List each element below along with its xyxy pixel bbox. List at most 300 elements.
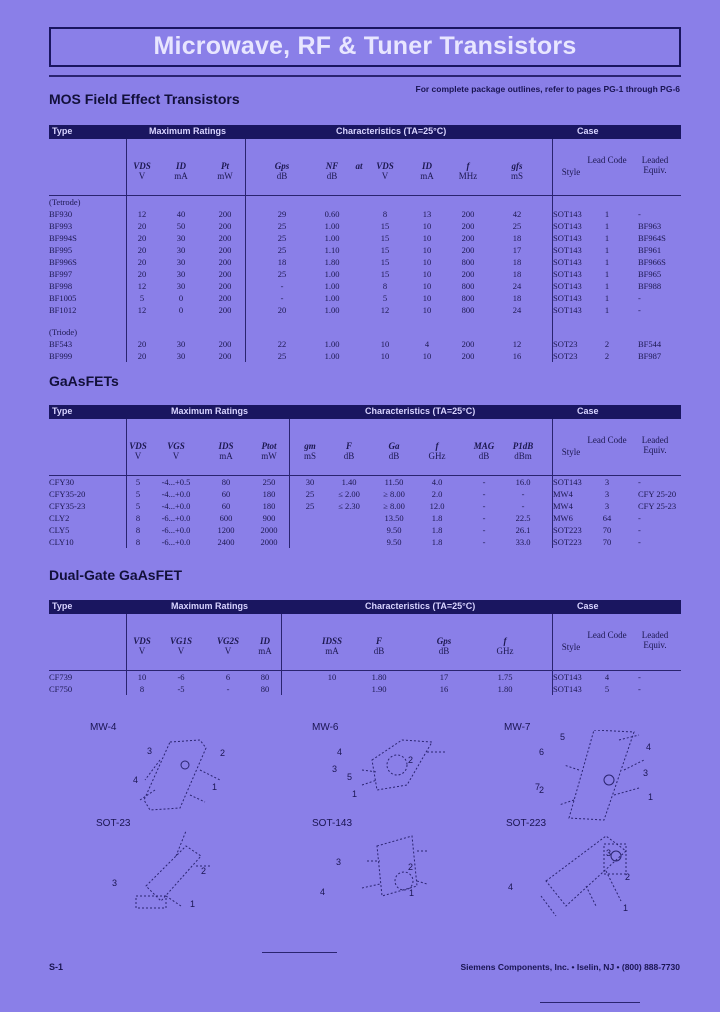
- table-row: [49, 268, 681, 280]
- value-cell: 26.1: [515, 525, 531, 535]
- gaasfet-col-symbol: Ptot: [261, 441, 277, 451]
- value-cell: 8: [135, 537, 141, 547]
- dualgate-rows: [49, 671, 681, 695]
- dualgate-header-char: Characteristics (TA=25°C): [365, 601, 476, 611]
- value-cell: -4...+0.5: [161, 477, 191, 487]
- table-row: [49, 208, 681, 220]
- value-cell: 17: [439, 672, 449, 682]
- value-cell: BF544: [638, 339, 662, 349]
- value-cell: 10: [422, 269, 432, 279]
- package-label: MW-6: [312, 722, 339, 733]
- value-cell: 8: [139, 684, 145, 694]
- value-cell: 200: [461, 233, 475, 243]
- value-cell: 42: [512, 209, 522, 219]
- value-cell: 200: [218, 209, 232, 219]
- value-cell: 9.50: [386, 537, 402, 547]
- table-row: [49, 488, 681, 500]
- value-cell: 1: [604, 209, 610, 219]
- value-cell: -5: [177, 684, 185, 694]
- pin-number: 3: [112, 878, 118, 888]
- value-cell: 200: [218, 269, 232, 279]
- pin-number: 1: [352, 789, 358, 799]
- value-cell: -: [482, 513, 486, 523]
- table-row: [49, 304, 681, 316]
- value-cell: 15: [380, 221, 390, 231]
- gaasfet-rows: [49, 476, 681, 548]
- value-cell: SOT223: [553, 525, 582, 535]
- mosfet-col-unit: MHz: [458, 171, 478, 181]
- mosfet-group-row: [49, 196, 681, 208]
- value-cell: ≤ 2.30: [338, 501, 360, 511]
- value-cell: -: [638, 305, 641, 315]
- table-row: [49, 500, 681, 512]
- dualgate-col-leaded-equiv: Leaded Equiv.: [641, 630, 669, 650]
- pin-number: 1: [623, 903, 629, 913]
- value-cell: 1: [604, 281, 610, 291]
- value-cell: 2000: [260, 537, 278, 547]
- value-cell: 15: [380, 233, 390, 243]
- mosfet-col-3: [260, 161, 304, 181]
- value-cell: 5: [135, 501, 141, 511]
- value-cell: 8: [135, 513, 141, 523]
- dualgate-col-4: [307, 636, 357, 656]
- dualgate-column-rule: [281, 614, 282, 695]
- table-row: [49, 476, 681, 488]
- dualgate-col-unit: GHz: [496, 646, 514, 656]
- gaasfet-col-symbol: VDS: [129, 441, 147, 451]
- value-cell: -4...+0.0: [161, 501, 191, 511]
- package-label: SOT-23: [96, 818, 131, 829]
- value-cell: 20: [137, 257, 147, 267]
- value-cell: 1: [604, 269, 610, 279]
- mosfet-col-unit: V: [381, 171, 389, 181]
- value-cell: -: [638, 672, 641, 682]
- value-cell: CFY 25-23: [638, 501, 677, 511]
- gaasfet-col-unit: GHz: [428, 451, 446, 461]
- table-row: [49, 683, 681, 695]
- value-cell: 1: [604, 293, 610, 303]
- package-label: MW-4: [90, 722, 117, 733]
- value-cell: 1.40: [341, 477, 357, 487]
- table-row: [49, 350, 681, 362]
- pin-number: 3: [606, 848, 612, 858]
- type-cell: BF930: [49, 209, 73, 219]
- mosfet-header-case: Case: [577, 126, 599, 136]
- value-cell: 8: [382, 281, 388, 291]
- value-cell: 20: [137, 233, 147, 243]
- mosfet-col-symbol: Pt: [221, 161, 229, 171]
- gaasfet-header-type: Type: [52, 406, 73, 416]
- value-cell: 25: [277, 221, 287, 231]
- value-cell: 17: [512, 245, 522, 255]
- package-label: SOT-223: [506, 818, 547, 829]
- dualgate-col-unit: mA: [258, 646, 272, 656]
- value-cell: 2400: [217, 537, 235, 547]
- value-cell: 900: [262, 513, 276, 523]
- value-cell: 4.0: [431, 477, 443, 487]
- gaasfet-col-symbol: Ga: [388, 441, 400, 451]
- mosfet-col-unit: mS: [510, 171, 523, 181]
- value-cell: 20: [137, 269, 147, 279]
- value-cell: 10: [422, 257, 432, 267]
- value-cell: 25: [277, 351, 287, 361]
- value-cell: 18: [512, 233, 522, 243]
- gaasfet-col-unit: mW: [261, 451, 277, 461]
- value-cell: 1.10: [324, 245, 340, 255]
- value-cell: MW4: [553, 501, 573, 511]
- value-cell: 30: [176, 269, 186, 279]
- gaasfet-col-symbol: f: [435, 441, 439, 451]
- value-cell: 22: [277, 339, 287, 349]
- value-cell: -: [521, 501, 525, 511]
- value-cell: SOT143: [553, 269, 582, 279]
- value-cell: MW6: [553, 513, 573, 523]
- type-cell: CFY35-20: [49, 489, 86, 499]
- value-cell: 25: [305, 501, 315, 511]
- value-cell: 60: [221, 489, 231, 499]
- value-cell: 15: [380, 245, 390, 255]
- value-cell: 0: [178, 305, 184, 315]
- value-cell: 30: [176, 257, 186, 267]
- value-cell: 10: [422, 351, 432, 361]
- dualgate-section-title: Dual-Gate GaAsFET: [49, 567, 183, 583]
- value-cell: 25: [277, 245, 287, 255]
- value-cell: 12: [137, 281, 147, 291]
- value-cell: SOT143: [553, 245, 582, 255]
- gaasfet-col-unit: V: [172, 451, 180, 461]
- dualgate-col-6: [419, 636, 469, 656]
- value-cell: 4: [604, 672, 610, 682]
- value-cell: 200: [218, 339, 232, 349]
- gaasfet-col-symbol: VGS: [167, 441, 185, 451]
- value-cell: 10: [380, 339, 390, 349]
- value-cell: BF963: [638, 221, 662, 231]
- mosfet-col-style: Style: [561, 167, 581, 177]
- mosfet-col-lead-code: Lead Code: [587, 155, 627, 165]
- mosfet-col-symbol: f: [466, 161, 470, 171]
- value-cell: -: [638, 209, 641, 219]
- table-row: [49, 338, 681, 350]
- value-cell: 2000: [260, 525, 278, 535]
- value-cell: 1.00: [324, 269, 340, 279]
- value-cell: 10: [422, 233, 432, 243]
- value-cell: 18: [512, 269, 522, 279]
- value-cell: 200: [218, 305, 232, 315]
- mosfet-col-7: [405, 161, 449, 181]
- value-cell: 13: [422, 209, 432, 219]
- value-cell: 9.50: [386, 525, 402, 535]
- pin-number: 3: [332, 764, 338, 774]
- dualgate-header-case: Case: [577, 601, 599, 611]
- value-cell: 800: [461, 305, 475, 315]
- gaasfet-col-unit: dB: [343, 451, 355, 461]
- gaasfet-col-unit: mA: [219, 451, 233, 461]
- value-cell: 13.50: [384, 513, 404, 523]
- pin-number: 1: [648, 792, 654, 802]
- value-cell: 29: [277, 209, 287, 219]
- gaasfet-col-7: [412, 441, 462, 461]
- value-cell: 3: [604, 501, 610, 511]
- gaasfet-column-rule: [289, 419, 290, 548]
- value-cell: 12.0: [429, 501, 445, 511]
- value-cell: -: [226, 684, 230, 694]
- value-cell: 1.00: [324, 281, 340, 291]
- mosfet-section-title: MOS Field Effect Transistors: [49, 91, 240, 107]
- gaasfet-header-char: Characteristics (TA=25°C): [365, 406, 476, 416]
- value-cell: 200: [218, 293, 232, 303]
- gaasfet-table: [49, 405, 681, 548]
- value-cell: 250: [262, 477, 276, 487]
- pin-number: 3: [336, 857, 342, 867]
- pin-number: 4: [133, 775, 139, 785]
- value-cell: SOT143: [553, 221, 582, 231]
- mosfet-header-type: Type: [52, 126, 73, 136]
- value-cell: 24: [512, 281, 522, 291]
- value-cell: 10: [137, 672, 147, 682]
- value-cell: 1.90: [371, 684, 387, 694]
- pin-number: 4: [320, 887, 326, 897]
- gaasfet-col-unit: mS: [303, 451, 316, 461]
- value-cell: -: [638, 477, 641, 487]
- value-cell: 200: [461, 339, 475, 349]
- dualgate-col-symbol: ID: [259, 636, 270, 646]
- value-cell: 1: [604, 233, 610, 243]
- value-cell: 200: [461, 351, 475, 361]
- mosfet-col-unit: mW: [217, 171, 233, 181]
- value-cell: 11.50: [384, 477, 404, 487]
- value-cell: 10: [380, 351, 390, 361]
- value-cell: 3: [604, 477, 610, 487]
- value-cell: 1: [604, 257, 610, 267]
- dualgate-col-5: [354, 636, 404, 656]
- mosfet-group-label: (Triode): [49, 327, 78, 337]
- dualgate-col-unit: V: [138, 646, 146, 656]
- value-cell: 20: [137, 351, 147, 361]
- value-cell: 25: [305, 489, 315, 499]
- pin-number: 3: [147, 746, 153, 756]
- value-cell: 18: [277, 257, 287, 267]
- value-cell: 20: [137, 221, 147, 231]
- dualgate-col-symbol: VG2S: [216, 636, 239, 646]
- type-cell: BF543: [49, 339, 73, 349]
- value-cell: 18: [512, 257, 522, 267]
- gaasfet-col-symbol: P1dB: [512, 441, 534, 451]
- type-cell: CFY30: [49, 477, 75, 487]
- mosfet-spacer: [49, 316, 681, 326]
- package-label: MW-7: [504, 722, 531, 733]
- pin-number: 2: [539, 785, 545, 795]
- value-cell: SOT143: [553, 672, 582, 682]
- value-cell: 4: [424, 339, 430, 349]
- table-row: [49, 256, 681, 268]
- value-cell: 8: [382, 209, 388, 219]
- value-cell: 1.00: [324, 305, 340, 315]
- value-cell: SOT143: [553, 257, 582, 267]
- mosfet-column-headers: [49, 139, 681, 195]
- value-cell: 70: [602, 525, 612, 535]
- value-cell: 10: [422, 281, 432, 291]
- value-cell: ≥ 8.00: [383, 501, 405, 511]
- value-cell: BF965: [638, 269, 662, 279]
- pin-number: 3: [643, 768, 649, 778]
- value-cell: 60: [221, 501, 231, 511]
- type-cell: BF993: [49, 221, 73, 231]
- dualgate-col-7: [480, 636, 530, 656]
- value-cell: SOT143: [553, 684, 582, 694]
- package-outline-drawing: [116, 826, 246, 921]
- value-cell: 200: [218, 233, 232, 243]
- mosfet-table: [49, 125, 681, 362]
- table-row: [49, 512, 681, 524]
- page-number: S-1: [49, 962, 64, 972]
- value-cell: 2: [604, 339, 610, 349]
- value-cell: 18: [512, 293, 522, 303]
- value-cell: 1.00: [324, 339, 340, 349]
- type-cell: BF999: [49, 351, 73, 361]
- mosfet-col-unit: mA: [174, 171, 188, 181]
- mosfet-col-9: [495, 161, 539, 181]
- gaasfet-col-lead-code: Lead Code: [587, 435, 627, 445]
- mosfet-col-symbol: at: [355, 161, 363, 171]
- type-cell: CLY2: [49, 513, 70, 523]
- mosfet-col-symbol: gfs: [511, 161, 523, 171]
- value-cell: 12: [137, 209, 147, 219]
- value-cell: 200: [218, 281, 232, 291]
- pin-number: 1: [212, 782, 218, 792]
- mosfet-group-label: (Tetrode): [49, 197, 81, 207]
- mosfet-col-leaded-equiv: Leaded Equiv.: [641, 155, 669, 175]
- value-cell: BF961: [638, 245, 662, 255]
- value-cell: 200: [218, 245, 232, 255]
- value-cell: -: [482, 477, 486, 487]
- value-cell: 5: [382, 293, 388, 303]
- divider: [49, 75, 681, 77]
- gaasfet-header-max: Maximum Ratings: [171, 406, 249, 416]
- dualgate-col-unit: V: [224, 646, 232, 656]
- value-cell: BF988: [638, 281, 662, 291]
- gaasfet-col-symbol: IDS: [218, 441, 234, 451]
- pin-number: 6: [539, 747, 545, 757]
- dualgate-col-symbol: f: [503, 636, 507, 646]
- gaasfet-column-rule: [126, 419, 127, 548]
- mosfet-col-symbol: VDS: [376, 161, 394, 171]
- type-cell: BF1005: [49, 293, 77, 303]
- value-cell: 1.00: [324, 233, 340, 243]
- gaasfet-col-5: [324, 441, 374, 461]
- dualgate-column-headers: [49, 614, 681, 670]
- value-cell: ≤ 2.00: [338, 489, 360, 499]
- value-cell: BF966S: [638, 257, 666, 267]
- type-cell: CLY5: [49, 525, 70, 535]
- value-cell: 20: [137, 339, 147, 349]
- value-cell: SOT143: [553, 477, 582, 487]
- mosfet-header-max: Maximum Ratings: [149, 126, 227, 136]
- value-cell: 15: [380, 257, 390, 267]
- value-cell: 30: [176, 233, 186, 243]
- value-cell: 1.00: [324, 293, 340, 303]
- dualgate-col-symbol: F: [375, 636, 382, 646]
- value-cell: -: [482, 501, 486, 511]
- value-cell: -: [521, 489, 525, 499]
- value-cell: 1.8: [431, 525, 443, 535]
- dualgate-col-1: [156, 636, 206, 656]
- mosfet-col-symbol: ID: [421, 161, 432, 171]
- dualgate-col-lead-code: Lead Code: [587, 630, 627, 640]
- value-cell: SOT223: [553, 537, 582, 547]
- value-cell: 50: [176, 221, 186, 231]
- value-cell: 30: [176, 245, 186, 255]
- value-cell: 180: [262, 501, 276, 511]
- mosfet-rows: [49, 196, 681, 362]
- value-cell: 1: [604, 305, 610, 315]
- mosfet-col-unit: V: [138, 171, 146, 181]
- value-cell: 200: [218, 351, 232, 361]
- value-cell: 16.0: [515, 477, 531, 487]
- mosfet-col-6: [363, 161, 407, 181]
- value-cell: 15: [380, 269, 390, 279]
- value-cell: 10: [327, 672, 337, 682]
- table-row: [49, 292, 681, 304]
- table-row: [49, 220, 681, 232]
- value-cell: 200: [218, 257, 232, 267]
- mosfet-column-rule: [126, 139, 127, 362]
- gaasfet-column-rule: [552, 419, 553, 548]
- type-cell: BF994S: [49, 233, 77, 243]
- value-cell: 1.80: [324, 257, 340, 267]
- mosfet-col-8: [446, 161, 490, 181]
- value-cell: 10: [422, 305, 432, 315]
- publisher-contact: Siemens Components, Inc. • Iselin, NJ • (800) 888-7730: [460, 962, 680, 972]
- value-cell: SOT143: [553, 305, 582, 315]
- value-cell: -4...+0.0: [161, 489, 191, 499]
- dualgate-col-unit: dB: [373, 646, 385, 656]
- value-cell: -: [638, 684, 641, 694]
- mosfet-col-1: [159, 161, 203, 181]
- divider: [262, 952, 337, 953]
- pin-number: 5: [347, 772, 353, 782]
- value-cell: 200: [461, 221, 475, 231]
- gaasfet-header-case: Case: [577, 406, 599, 416]
- gaasfet-col-unit: dB: [478, 451, 490, 461]
- value-cell: BF964S: [638, 233, 666, 243]
- mosfet-col-symbol: NF: [325, 161, 339, 171]
- value-cell: BF987: [638, 351, 662, 361]
- value-cell: -6: [177, 672, 185, 682]
- type-cell: BF998: [49, 281, 73, 291]
- package-outline-drawing: [526, 826, 656, 921]
- dualgate-col-style: Style: [561, 642, 581, 652]
- value-cell: 40: [176, 209, 186, 219]
- gaasfet-col-1: [151, 441, 201, 461]
- value-cell: 20: [277, 305, 287, 315]
- value-cell: 2: [604, 351, 610, 361]
- dualgate-col-unit: V: [177, 646, 185, 656]
- dualgate-header-type: Type: [52, 601, 73, 611]
- value-cell: ≥ 8.00: [383, 489, 405, 499]
- mosfet-header-bar: [49, 125, 681, 139]
- type-cell: BF996S: [49, 257, 77, 267]
- dualgate-table: [49, 600, 681, 695]
- value-cell: 10: [422, 293, 432, 303]
- mosfet-col-symbol: VDS: [133, 161, 151, 171]
- type-cell: CLY10: [49, 537, 74, 547]
- gaasfet-col-symbol: gm: [304, 441, 316, 451]
- value-cell: 25: [277, 269, 287, 279]
- dualgate-col-symbol: VG1S: [169, 636, 192, 646]
- value-cell: 2.0: [431, 489, 443, 499]
- table-row: [49, 232, 681, 244]
- value-cell: SOT23: [553, 351, 578, 361]
